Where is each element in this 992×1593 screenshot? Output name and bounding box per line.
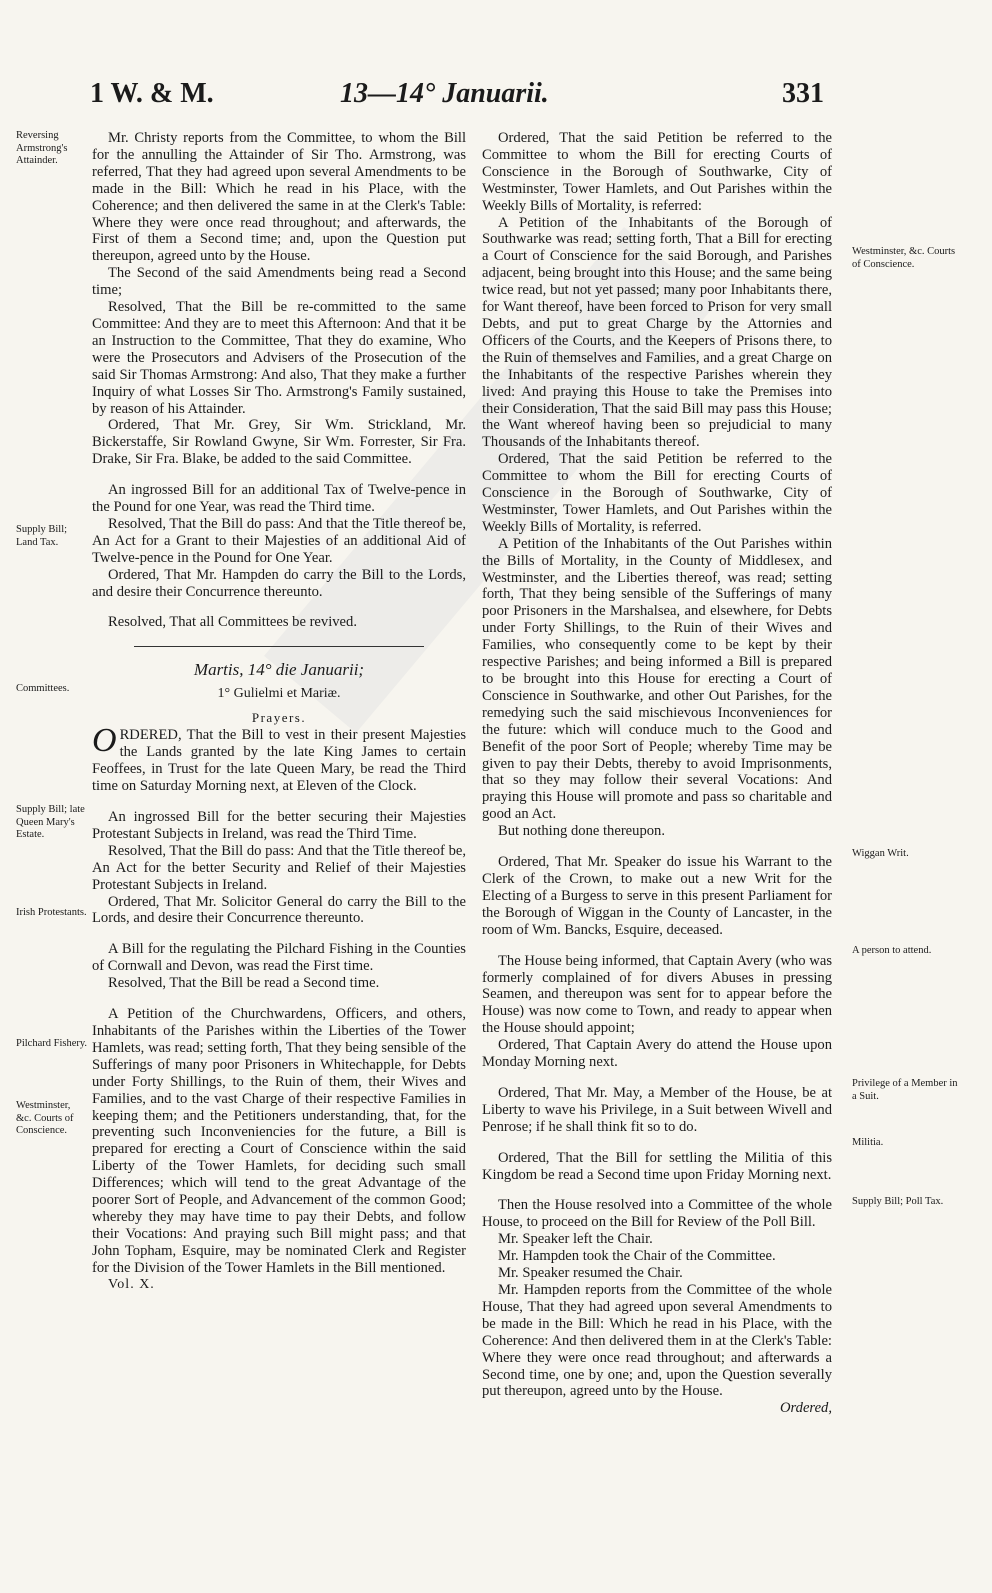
paragraph: But nothing done thereupon.: [498, 823, 665, 840]
paragraph: A Petition of the Inhabitants of the Borough of Southwarke was read; setting forth, That a Bill for erecting a Court of Conscience for the said Borough, and Parishes adjacent, being brought into this House; and the same being twice read, but not yet passed; many poor Inhabitants there, for Want thereof, have been forced to Prison for very small Debts, and put to great Charge by the Attornies and Officers of the Courts, and the Keepers of Prisons there, to the Ruin of themselves and Families, and a great Charge on the Inhabitants of the respective Parishes wherein they lived: And praying this House to take the Premises into their Consideration, That the said Bill may pass this House; the Want whereof having been so prejudicial to many Thousands of the Inhabitants thereof.: [482, 214, 832, 451]
paragraph: [92, 722, 466, 795]
prayers-heading: Prayers.: [251, 710, 307, 726]
page-header: [0, 78, 992, 118]
paragraph: Resolved, That the Bill do pass: And that the Title thereof be, An Act for the better Security and Relief of their Majesties Protestant Subjects in Ireland.: [92, 842, 466, 893]
margin-note-supply-queen: Supply Bill; late Queen Mary's Estate.: [16, 804, 85, 840]
paragraph: Mr. Speaker left the Chair.: [498, 1231, 653, 1248]
paragraph: The Second of the said Amendments being read a Second time;: [92, 265, 466, 299]
paragraph: Resolved, That the Bill be read a Second time.: [108, 975, 380, 992]
margin-note-pilchard: Pilchard Fishery.: [16, 1038, 88, 1049]
right-column: [482, 130, 832, 1417]
paragraph: The House being informed, that Captain Avery (who was formerly complained of for divers Abuses in pressing Seamen, and thereupon was sent for to appear before the House) was now come to Town, and ready to appear when the House should appoint;: [482, 952, 832, 1037]
margin-note-militia: Militia.: [852, 1137, 884, 1148]
section-divider: [134, 646, 424, 647]
paragraph: Ordered, That the Bill for settling the Militia of this Kingdom be read a Second time upon Friday Morning next.: [482, 1149, 832, 1183]
margin-note-westminster-left: Westminster, &c. Courts of Conscience.: [16, 1100, 74, 1136]
paragraph: Then the House resolved into a Committee of the whole House, to proceed on the Bill for Review of the Poll Bill.: [482, 1197, 832, 1231]
paragraph: Ordered, That Mr. Solicitor General do carry the Bill to the Lords, and desire their Concurrence thereunto.: [92, 893, 466, 927]
paragraph: An ingrossed Bill for the better securing their Majesties Protestant Subjects in Ireland, was read the Third Time.: [92, 809, 466, 842]
paragraph: A Petition of the Churchwardens, Officers, and others, Inhabitants of the Parishes within the Liberties of the Tower Hamlets, was read; setting forth, That they being sensible of the Sufferings of many poor Prisoners in Whitechapple, for Debts under Forty Shillings, to the Ruin of them, their Wives and Families, and to the vast Charge of their respective Families in keeping them; and the Petitioners understanding, that, for the preventing such Inconveniencies for the future, a Bill is prepared for erecting a Court of Conscience within the said Liberty of the Tower Hamlets, for deciding such small Differences; which will tend to the great Advantage of the poorer Sort of People, and Advancement of the common Good; whereby they may have time to pay their Debts, and follow their Vocations: And praying such Bill might pass; and that John Topham, Esquire, may be nominated Clerk and Register for the Division of the Tower Hamlets in the Bill mentioned.: [92, 1006, 466, 1276]
paragraph: Ordered, That Mr. May, a Member of the House, be at Liberty to wave his Privilege, in a Suit between Wivell and Penrose; if he shall think fit so to do.: [482, 1084, 832, 1135]
margin-note-irish: Irish Protestants.: [16, 907, 87, 918]
paragraph-text: RDERED, That the Bill to vest in their present Majesties the Lands granted by the late King James to certain Feoffees, in Trust for the late Queen Mary, be read the Third time on Saturday Morning next, at Eleven of the Clock.: [92, 727, 466, 795]
regnal-year: 1 W. & M.: [90, 78, 214, 109]
paragraph: Resolved, That the Bill do pass: And that the Title thereof be, An Act for a Grant to their Majesties of an additional Aid of Twelve-pence in the Pound for One Year.: [92, 515, 466, 566]
paragraph: A Bill for the regulating the Pilchard Fishing in the Counties of Cornwall and Devon, was read the First time.: [92, 941, 466, 975]
date-heading: 13—14° Januarii.: [340, 78, 549, 109]
paragraph: Ordered, That Captain Avery do attend the House upon Monday Morning next.: [482, 1037, 832, 1071]
paragraph: Mr. Hampden took the Chair of the Committee.: [498, 1248, 776, 1265]
paragraph: Ordered, That Mr. Grey, Sir Wm. Strickland, Mr. Bickerstaffe, Sir Rowland Gwyne, Sir Wm. Forrester, Sir Fra. Drake, Sir Fra. Blake, be added to the said Committee.: [92, 417, 466, 468]
paragraph: Mr. Speaker resumed the Chair.: [498, 1265, 683, 1282]
paragraph: Resolved, That the Bill be re-committed to the same Committee: And they are to meet this Afternoon: And that it be an Instruction to the Committee, That they do examine, Who were the Prosecutors and Advisers of the Prosecution of the said Sir Thomas Armstrong: And also, That they make a further Inquiry of what Losses Sir Tho. Armstrong's Family sustained, by reason of his Attainder.: [92, 299, 466, 417]
paragraph: Mr. Hampden reports from the Committee of the whole House, That they had agreed upon several Amendments to be made in the Bill: Which he read in his Place, with the Coherence: And then delivered them in at the Clerk's Table: Where they were once read throughout; and afterwards a Second time, one by one; and, upon the Question severally put thereupon, agreed unto by the House.: [482, 1282, 832, 1400]
day-subtitle: 1° Gulielmi et Mariæ.: [217, 686, 341, 702]
day-title: Martis, 14° die Januarii;: [193, 660, 365, 680]
margin-note-committees: Committees.: [16, 683, 70, 694]
margin-note-privilege: Privilege of a Member in a Suit.: [852, 1078, 958, 1102]
margin-note-poll: Supply Bill; Poll Tax.: [852, 1196, 944, 1207]
paragraph: Ordered, That the said Petition be referred to the Committee to whom the Bill for erecting Courts of Conscience in the Borough of Southwarke, City of Westminster, Tower Hamlets, and Out Parishes within the Weekly Bills of Mortality, is referred.: [482, 451, 832, 535]
catchword: Ordered,: [779, 1400, 832, 1417]
paragraph: An ingrossed Bill for an additional Tax of Twelve-pence in the Pound for one Year, was read the Third time.: [92, 482, 466, 516]
margin-note-person: A person to attend.: [852, 945, 932, 956]
margin-note-wiggan: Wiggan Writ.: [852, 848, 909, 859]
paragraph: Mr. Christy reports from the Committee, to whom the Bill for the annulling the Attainder of Sir Tho. Armstrong, was referred, That they had agreed upon several Amendments to be made in the Bill: Which he read in his Place, with the Coherence; and then delivered the same in at the Clerk's Table: Where they were once read throughout; and afterwards, the First of them a Second time; and, upon the Question put thereupon, agreed unto by the House.: [92, 130, 466, 265]
paragraph: Ordered, That the said Petition be referred to the Committee to whom the Bill for erecting Courts of Conscience in the Borough of Southwarke, City of Westminster, Tower Hamlets, and Out Parishes within the Weekly Bills of Mortality, is referred:: [482, 130, 832, 214]
volume-signature: Vol. X.: [108, 1276, 155, 1292]
margin-note-westminster-right: Westminster, &c. Courts of Conscience.: [852, 246, 956, 270]
paragraph: Resolved, That all Committees be revived.: [108, 614, 357, 631]
paragraph: A Petition of the Inhabitants of the Out Parishes within the Bills of Mortality, in the County of Middlesex, and Westminster, and the Liberties thereof, was read; setting forth, That they being sensible of the Sufferings of many poor Prisoners in the Marshalsea, and elsewhere, for Debts under Forty Shillings, to the Ruin of their Wives and Families, who consequently come to be kept by their respective Parishes; and being informed a Bill is prepared to be brought into this House for erecting a Court of Conscience in Southwarke, and other Out Parishes, for the remedying such the said mischievous Inconveniences for the future: which will conduce much to the Good and Benefit of the poor Sort of People; whereby Time may be given to pay their Debts, thereby to avoid Imprisonments, that so they may follow their several Vocations: And praying this House will promote and pass so charitable and good an Act.: [482, 535, 832, 823]
drop-cap: O: [92, 722, 117, 760]
paragraph: Ordered, That Mr. Speaker do issue his Warrant to the Clerk of the Crown, to make out a new Writ for the Electing of a Burgess to serve in this present Parliament for the Borough of Wiggan in the County of Lancaster, in the room of Wm. Bancks, Esquire, deceased.: [482, 854, 832, 938]
margin-note-reversing: Reversing Armstrong's Attainder.: [16, 130, 68, 166]
paragraph: Ordered, That Mr. Hampden do carry the Bill to the Lords, and desire their Concurrence thereunto.: [92, 566, 466, 600]
left-column: [92, 130, 466, 1293]
margin-note-supply-land: Supply Bill; Land Tax.: [16, 524, 68, 548]
page-number: 331: [782, 78, 824, 109]
